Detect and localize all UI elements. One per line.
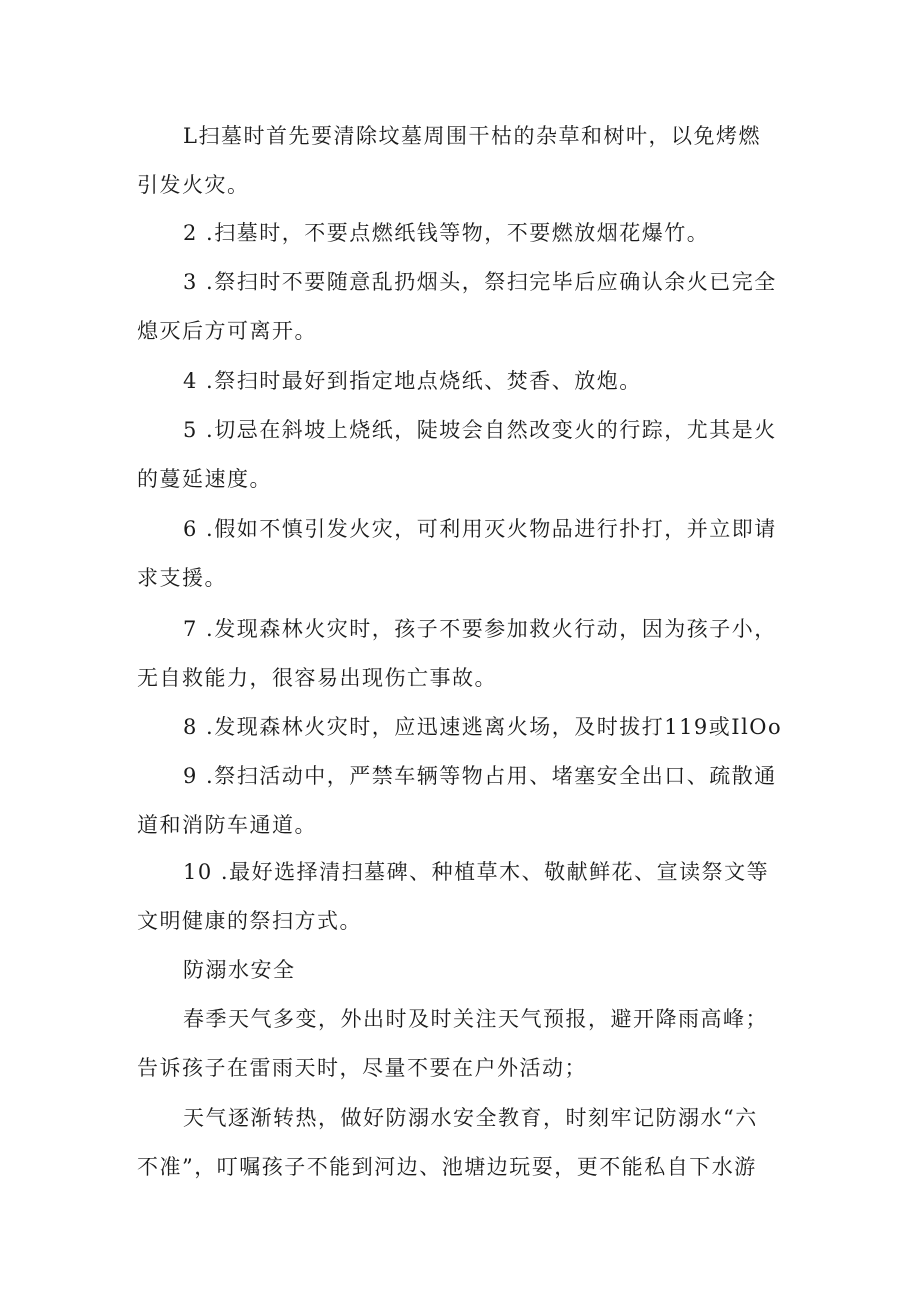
item-7-line-2: 无自救能力，很容易出现伤亡事故。: [137, 666, 497, 690]
item-5-line-2: 的蔓延速度。: [137, 467, 272, 491]
item-7-line-1: 7 .发现森林火灾时，孩子不要参加救火行动，因为孩子小，: [183, 617, 777, 641]
paragraph-2-line-2: 不准”，叮嘱孩子不能到河边、池塘边玩耍，更不能私自下水游: [137, 1155, 757, 1179]
item-4-line-1: 4 .祭扫时最好到指定地点烧纸、焚香、放炮。: [183, 369, 642, 393]
item-8-line-1: 8 .发现森林火灾时，应迅速逃离火场，及时拔打119或IlOo: [183, 715, 783, 739]
item-6-line-1: 6 .假如不慎引发火灾，可利用灭火物品进行扑打，并立即请: [183, 517, 777, 541]
item-1-line-1: L扫墓时首先要清除坟墓周围干枯的杂草和树叶，以免烤燃: [183, 124, 761, 148]
section-heading: 防溺水安全: [183, 958, 296, 982]
item-9-line-1: 9 .祭扫活动中，严禁车辆等物占用、堵塞安全出口、疏散通: [183, 764, 777, 788]
item-9-line-2: 道和消防车通道。: [137, 813, 317, 837]
item-3-line-1: 3 .祭扫时不要随意乱扔烟头，祭扫完毕后应确认余火已完全: [183, 270, 777, 294]
paragraph-2-line-1: 天气逐渐转热，做好防溺水安全教育，时刻牢记防溺水“六: [183, 1106, 758, 1130]
paragraph-1-line-2: 告诉孩子在雷雨天时，尽量不要在户外活动；: [137, 1056, 587, 1080]
item-10-line-2: 文明健康的祭扫方式。: [137, 909, 362, 933]
item-10-line-1: 10 .最好选择清扫墓碑、种植草木、敬献鲜花、宣读祭文等: [183, 860, 770, 884]
paragraph-1-line-1: 春季天气多变，外出时及时关注天气预报，避开降雨高峰；: [183, 1007, 768, 1031]
item-6-line-2: 求支援。: [137, 566, 227, 590]
item-3-line-2: 熄灭后方可离开。: [137, 319, 317, 343]
item-1-line-2: 引发火灾。: [137, 173, 250, 197]
item-5-line-1: 5 .切忌在斜坡上烧纸，陡坡会自然改变火的行踪，尤其是火: [183, 418, 777, 442]
item-2-line-1: 2 .扫墓时，不要点燃纸钱等物，不要燃放烟花爆竹。: [183, 221, 710, 245]
